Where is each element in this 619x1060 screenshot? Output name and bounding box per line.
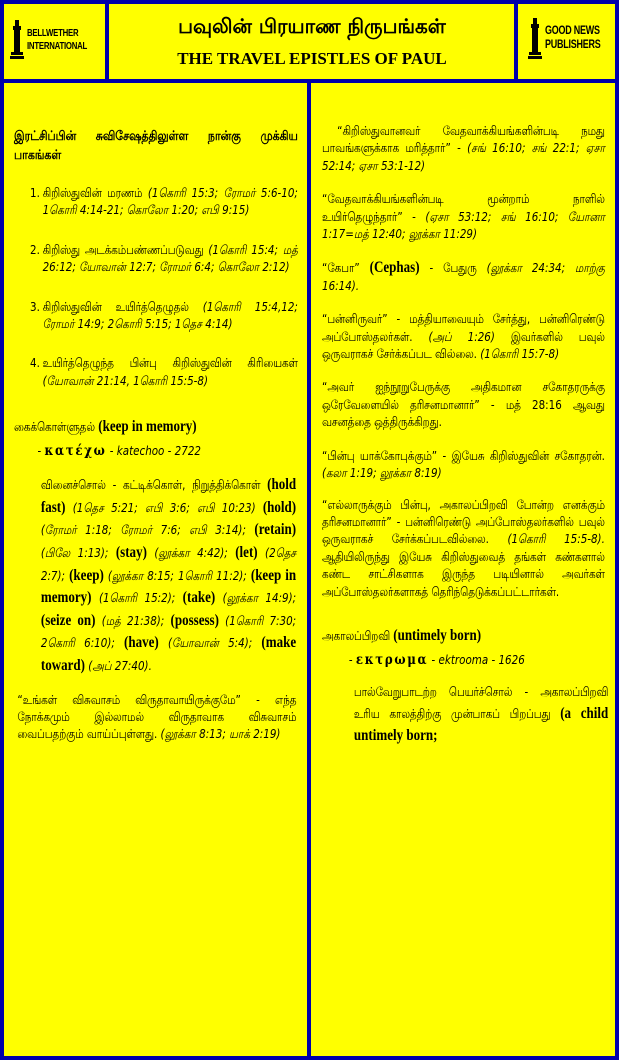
paragraph-died-for-sins: “கிறிஸ்துவானவர் வேதவாக்கியங்களின்படி நமது பாவங்களுக்காக மரித்தார்” - (சங் 16:10; சங் 22:1; ஏசா 52:14; ஏசா 53:1-12) — [322, 124, 605, 173]
untimely-born-entry: அகாலப்பிறவி (untimely born) - εκτρωμα - ektrooma - 1626 — [322, 626, 525, 668]
verb-definition: வினைச்சொல் - கட்டிக்கொள், நிறுத்திக்கொள் (hold fast) (1தெச 5:21; எபி 3:6; எபி 10:23) (hold) (ரோமர் 1:18; ரோமர் 7:6; எபி 3:14); (retain) (பிலே 1:13); (stay) (லூக்கா 4:42); (let) (2தெச 2:7); (keep) (லூக்கா 8:15; 1கொரி 11:2); (keep in memory) (1கொரி 15:2); (take) (லூக்கா 14:9); (seize on) (மத் 21:38); (possess) (1கொரி 7:30; 2கொரி 6:10); (have) (யோவான் 5:4); (make toward) (அப் 27:40). — [40, 476, 297, 674]
faith-in-vain-note: “உங்கள் விசுவாசம் விருதாவாயிருக்குமே” - எந்த நோக்கமும் இல்லாமல் விருதாவாக விசுவாசம் வைப்பதற்கும் வாய்ப்புள்ளது. (லூக்கா 8:13; யாக் 2:19) — [17, 692, 297, 742]
logo-left-line-1: BELLWETHER — [27, 28, 79, 39]
keep-in-memory-entry: கைக்கொள்ளுதல் (keep in memory) - κατέχω - katechoo - 2722 — [14, 418, 201, 460]
paragraph-cephas: “கேபா” (Cephas) - பேதுரு (லூக்கா 24:34; மாற்கு 16:14). — [322, 259, 605, 293]
greek-word-katecho: κατέχω — [44, 443, 107, 460]
paragraph-last-of-all: “எல்லாருக்கும் பின்பு, அகாலப்பிறவி போன்ற எனக்கும் தரிசனமானார்” - பன்னிரெண்டு அப்போஸ்தலர்களில் பவுல் ஒருவராகச் சேர்க்கப்படவில்லை. (1கொரி 15:5-8). ஆதியிலிருந்து இயேசு கிறிஸ்துவைத் தங்கள் கண்களால் கண்ட சாட்சிகளாக இருந்த படியினால் அவர்கள் அப்போஸ்தலர்களாகத் தெரிந்தெடுக்கப்பட்டார்கள். — [322, 497, 605, 599]
paragraph-five-hundred: “அவர் ஐந்நூறுபேருக்கு அதிகமான சகோதரருக்கு ஒரேவேளையில் தரிசனமானார்” - மத் 28:16 ஆவது வசனத்தை ஒத்திருக்கிறது. — [322, 380, 605, 430]
bellwether-emblem-icon — [10, 20, 24, 60]
column-divider — [307, 79, 311, 1056]
list-item: 4. உயிர்த்தெழுந்த பின்பு கிறிஸ்துவின் கிரியைகள் (யோவான் 21:14, 1கொரி 15:5-8) — [30, 356, 298, 388]
good-news-emblem-icon — [528, 18, 542, 58]
list-item: 2. கிறிஸ்து அடக்கம்பண்ணப்படுவது (1கொரி 15:4; மத் 26:12; யோவான் 12:7; ரோமர் 6:4; கொலோ 2:12) — [30, 242, 298, 275]
logo-right-line-2: PUBLISHERS — [545, 39, 601, 51]
gospel-parts-list — [14, 185, 298, 390]
good-news-logo — [514, 4, 615, 79]
paragraph-the-twelve: “பன்னிருவர்” - மத்தியாவையும் சேர்த்து, பன்னிரெண்டு அப்போஸ்தலர்கள். (அப் 1:26) இவர்களில் பவுல் ஒருவராகச் சேர்க்கப்பட வில்லை. (1கொரி 15:7-8) — [322, 312, 605, 362]
left-column — [14, 83, 298, 744]
paragraph-james: “பின்பு யாக்கோபுக்கும்” - இயேசு கிறிஸ்துவின் சகோதரன். (கலா 1:19; லூக்கா 8:19) — [322, 448, 605, 481]
bellwether-logo — [4, 4, 109, 79]
section-heading: இரட்சிப்பின் சுவிசேஷத்திலுள்ள நான்கு முக்கிய பாகங்கள் — [14, 129, 298, 163]
list-item: 3. கிறிஸ்துவின் உயிர்த்தெழுதல் (1கொரி 15:4,12; ரோமர் 14:9; 2கொரி 5:15; 1தெச 4:14) — [30, 299, 298, 332]
paragraph-rose-third-day: “வேதவாக்கியங்களின்படி மூன்றாம் நாளில் உயிர்தெழுந்தார்” - (ஏசா 53:12; சங் 16:10; யோனா 1:17=மத் 12:40; லூக்கா 11:29) — [322, 192, 605, 242]
header-banner — [4, 4, 615, 83]
greek-word-ektroma: εκτρωμα — [355, 651, 429, 668]
page-title — [109, 4, 515, 79]
list-item: 1. கிறிஸ்துவின் மரணம் (1கொரி 15:3; ரோமர் 5:6-10; 1கொரி 4:14-21; கொலோ 1:20; எபி 9:15) — [30, 186, 298, 218]
title-tamil: பவுலின் பிரயாண நிருபங்கள் — [178, 14, 446, 38]
noun-definition: பால்வேறுபாடற்ற பெயர்ச்சொல் - அகாலப்பிறவி உரிய காலத்திற்கு முன்பாகப் பிறப்பது (a child untimely born; — [353, 684, 609, 744]
title-english: THE TRAVEL EPISTLES OF PAUL — [177, 49, 447, 68]
logo-left-line-2: INTERNATIONAL — [27, 41, 88, 52]
right-column — [322, 83, 609, 747]
logo-right-line-1: GOOD NEWS — [545, 25, 600, 37]
